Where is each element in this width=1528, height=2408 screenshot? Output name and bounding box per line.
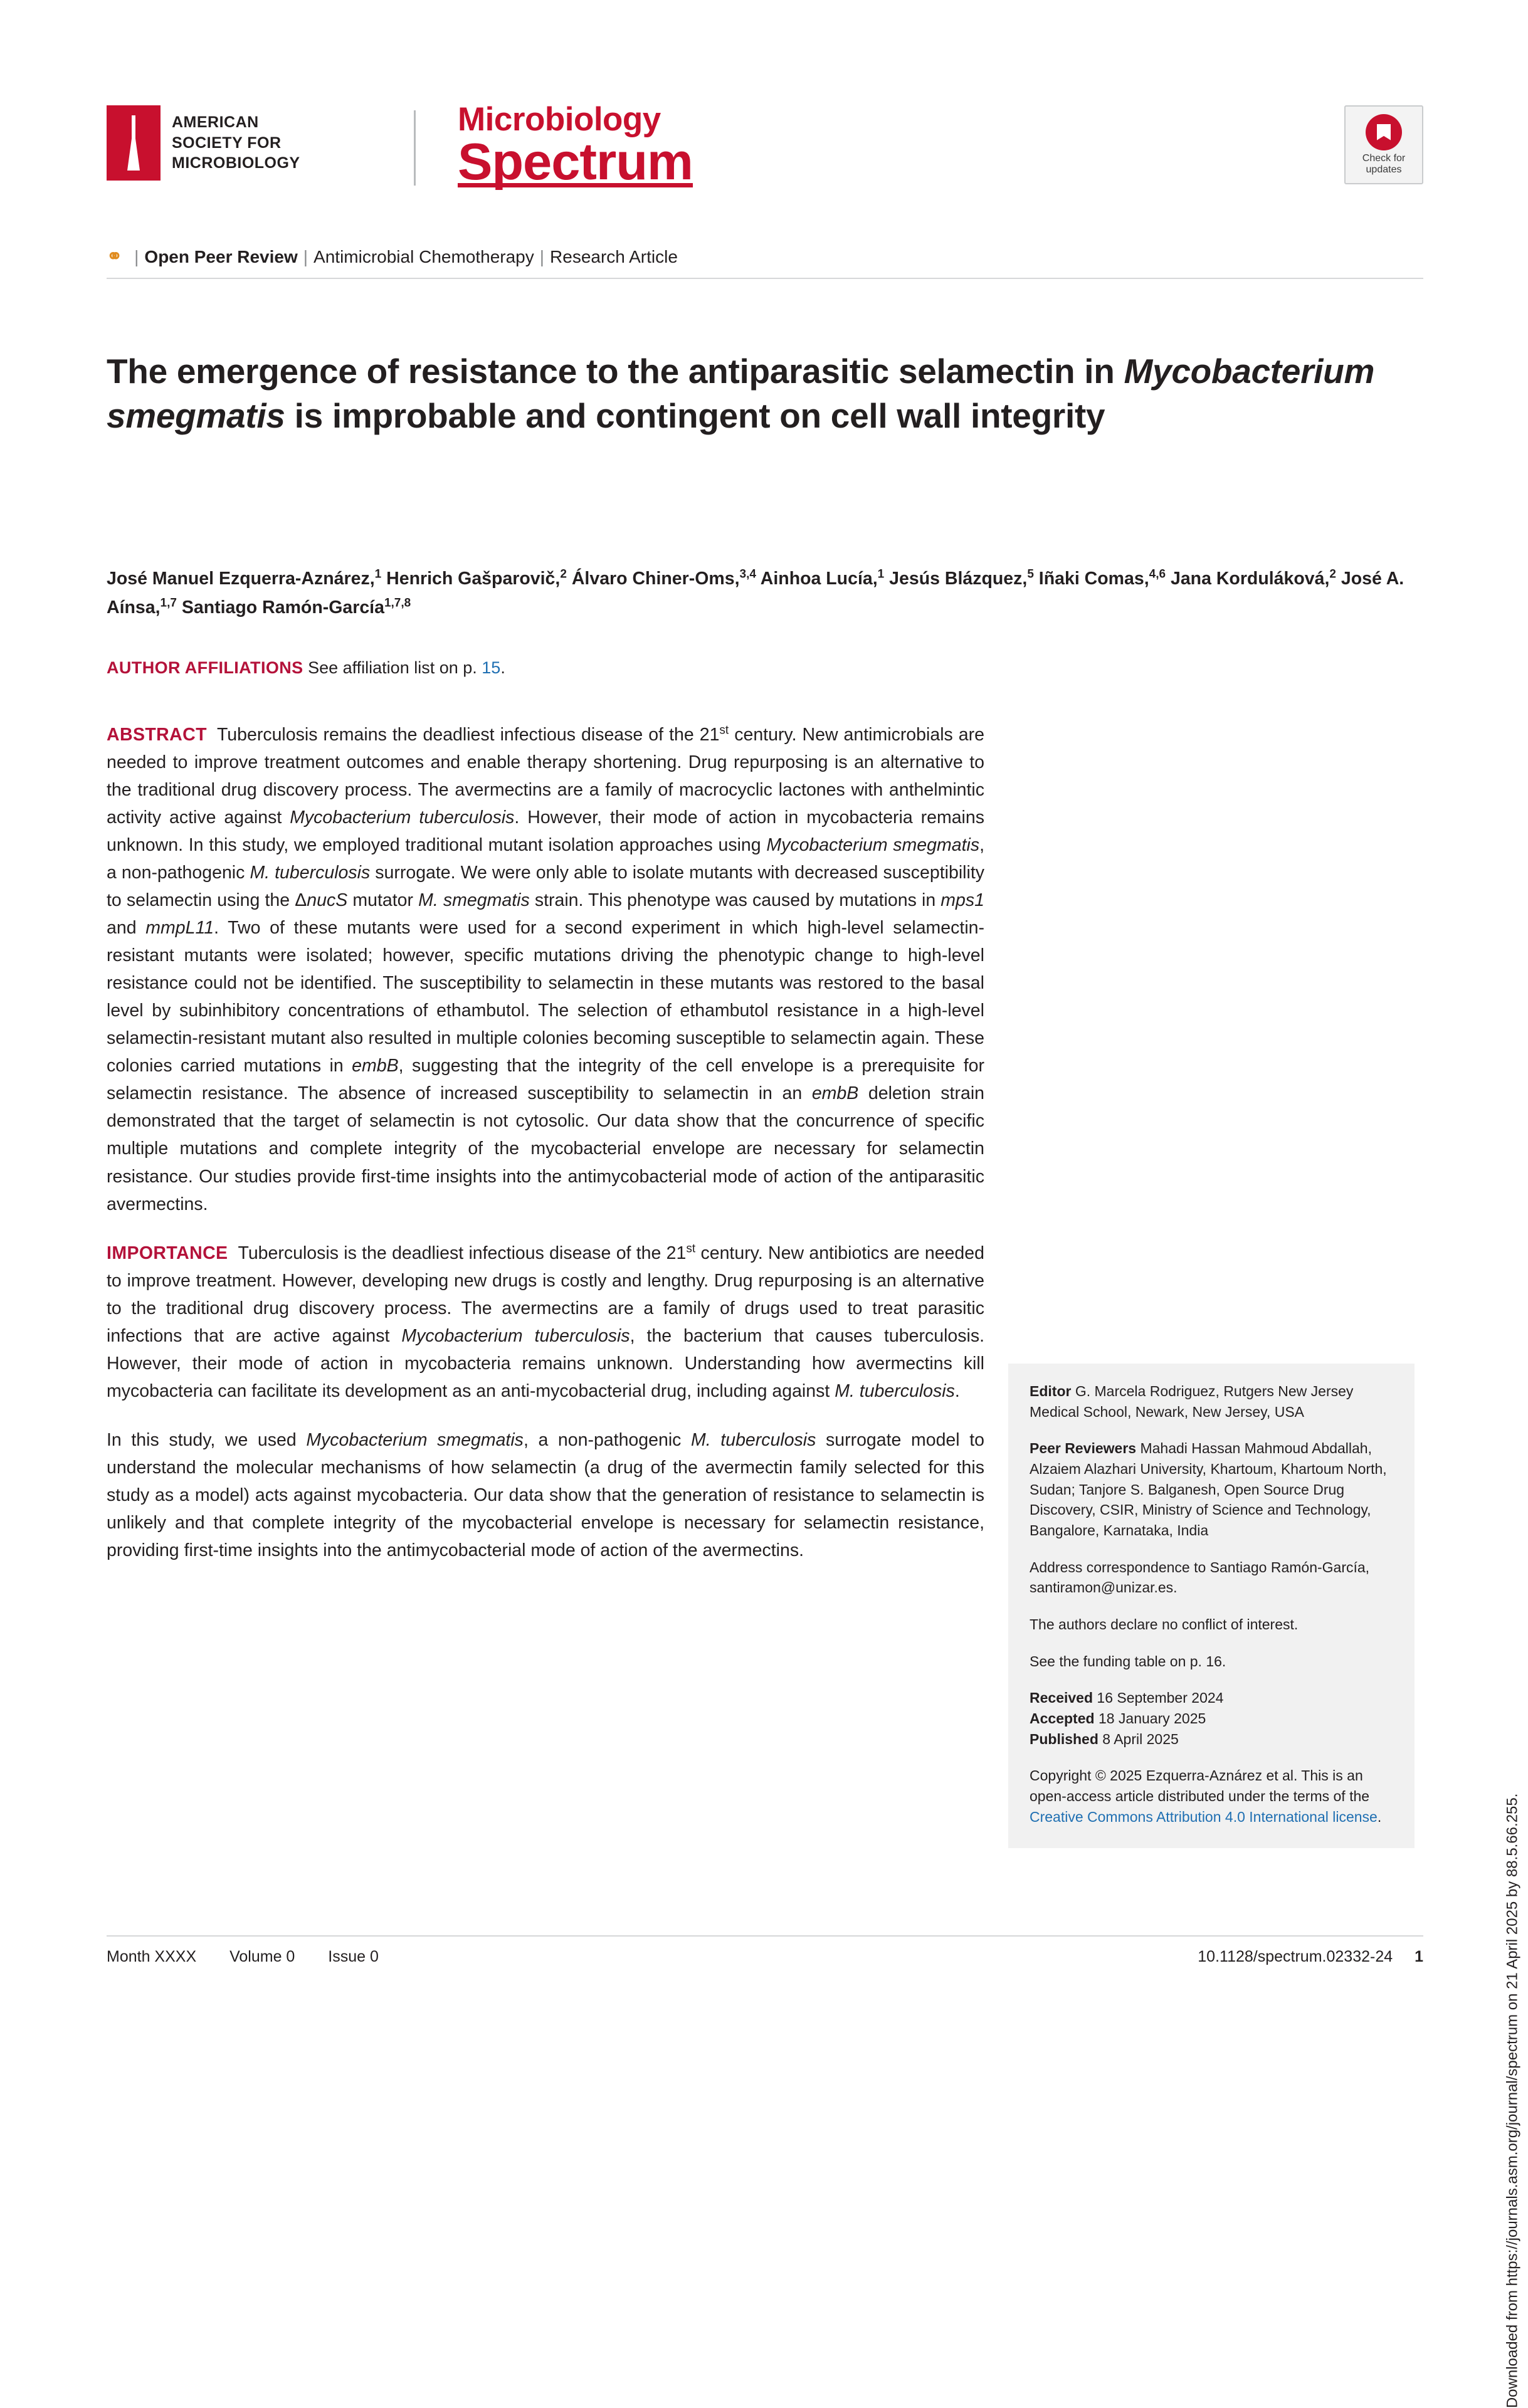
affiliations-text: See affiliation list on p. (308, 658, 482, 677)
peer-reviewers-label: Peer Reviewers (1030, 1440, 1137, 1457)
license-link[interactable]: Creative Commons Attribution 4.0 International license (1030, 1808, 1378, 1825)
copyright-text: Copyright © 2025 Ezquerra-Aznárez et al. This is an open-access article distributed under the terms of the (1030, 1767, 1370, 1804)
accepted-date: 18 January 2025 (1098, 1710, 1206, 1727)
journal-word-spectrum: Spectrum (458, 132, 693, 191)
crossmark-icon (1366, 114, 1402, 150)
article-type-separator-3: | (539, 246, 545, 266)
correspondence-entry: Address correspondence to Santiago Ramón-García, santiramon@unizar.es. (1030, 1559, 1370, 1596)
footer-page-number: 1 (1415, 1948, 1423, 1965)
abstract-section (107, 721, 984, 1585)
author-list: José Manuel Ezquerra-Aznárez,$^1$ Henrich Gašparovič,$^2$ Álvaro Chiner-Oms,$^{3,4}$ Ainhoa Lucía,$^1$ Jesús Blázquez,$^5$ Iñaki Comas,$^{4,6}$ Jana Korduláková,$^2$ José A. Aínsa,$^{1,7}$ Santiago Ramón-García$^{1,7,8}$ (107, 567, 1404, 618)
editor-value: G. Marcela Rodriguez, Rutgers New Jersey Medical School, Newark, New Jersey, USA (1030, 1383, 1354, 1420)
journal-logo (458, 101, 693, 191)
crossmark-label (1362, 153, 1405, 176)
asm-logo (107, 105, 300, 181)
footer-doi[interactable]: 10.1128/spectrum.02332-24 (1198, 1948, 1393, 1965)
abstract-label: ABSTRACT (107, 725, 207, 745)
accepted-label: Accepted (1030, 1710, 1095, 1727)
editor-entry (1030, 1381, 1393, 1422)
affiliations-period: . (500, 658, 505, 677)
published-date: 8 April 2025 (1102, 1730, 1179, 1747)
received-date: 16 September 2024 (1097, 1690, 1224, 1706)
publication-dates (1030, 1688, 1393, 1749)
funding-note: See the funding table on p. 16. (1030, 1653, 1226, 1669)
conflict-statement: The authors declare no conflict of interest. (1030, 1616, 1299, 1632)
page-footer (107, 1935, 1423, 1966)
asm-society-name (172, 112, 300, 174)
published-label: Published (1030, 1730, 1099, 1747)
affiliations-label: AUTHOR AFFILIATIONS (107, 658, 303, 677)
title-part-1: The emergence of resistance to the antiparasitic selamectin in (107, 351, 1124, 391)
title-part-2: is improbable and contingent on cell wall integrity (285, 396, 1105, 436)
article-type-line (107, 246, 1423, 279)
page-title (107, 349, 1411, 439)
abstract-paragraph: ABSTRACT Tuberculosis remains the deadliest infectious disease of the 21st century. New antimicrobials are needed to improve treatment outcomes and enable therapy shortening. Drug repurposing is an alternative to the traditional drug discovery process. The avermectins are a family of macrocyclic lactones with anthelmintic activity active against Mycobacterium tuberculosis. However, their mode of action in mycobacteria remains unknown. In this study, we employed traditional mutant isolation approaches using Mycobacterium smegmatis, a non-pathogenic M. tuberculosis surrogate. We were only able to isolate mutants with decreased susceptibility to selamectin using the ΔnucS mutator M. smegmatis strain. This phenotype was caused by mutations in mps1 and mmpL11. Two of these mutants were used for a second experiment in which high-level selamectin-resistant mutants were isolated; however, specific mutations driving the phenotypic change to high-level resistance could not be identified. The susceptibility to selamectin in these mutants was restored to the basal level by subinhibitory concentrations of ethambutol. The selection of ethambutol resistance in a high-level selamectin-resistant mutant also resulted in multiple colonies becoming susceptible to selamectin again. These colonies carried mutations in embB, suggesting that the integrity of the cell envelope is a prerequisite for selamectin resistance. The absence of increased susceptibility to selamectin in an embB deletion strain demonstrated that the target of selamectin is not cytosolic. Our data show that the concurrence of specific multiple mutations and complete integrity of the mycobacterial envelope are necessary for selamectin resistance. Our studies provide first-time insights into the antimycobacterial mode of action of the antiparasitic avermectins. (107, 723, 985, 1214)
open-peer-review-label[interactable]: Open Peer Review (144, 246, 298, 266)
importance-label: IMPORTANCE (107, 1243, 228, 1263)
footer-volume: Volume 0 (229, 1948, 295, 1965)
asm-flask-icon (107, 105, 161, 181)
affiliations-page-link[interactable]: 15 (482, 658, 501, 677)
crossmark-badge[interactable] (1344, 105, 1423, 184)
crossmark-line-2: updates (1366, 164, 1402, 175)
editor-label: Editor (1030, 1383, 1072, 1399)
peer-reviewers-value: Mahadi Hassan Mahmoud Abdallah, Alzaiem Alazhari University, Khartoum, Khartoum North, Sudan; Tanjore S. Balganesh, Open Source Drug Discovery, CSIR, Ministry of Science and Technology, Bangalore, Karnataka, India (1030, 1440, 1387, 1538)
crossmark-line-1: Check for (1362, 152, 1406, 164)
article-type-label[interactable]: Research Article (550, 246, 678, 266)
received-label: Received (1030, 1690, 1093, 1706)
copyright-statement (1030, 1765, 1393, 1827)
masthead (107, 101, 1423, 206)
title-italic-species: Mycobacterium smegmatis (107, 351, 1375, 436)
importance-paragraph-2: In this study, we used Mycobacterium smegmatis, a non-pathogenic M. tuberculosis surrogate model to understand the molecular mechanisms of how selamectin (a drug of the avermectin family selected for this study as a model) acts against mycobacteria. Our data show that the generation of resistance to selamectin is unlikely and that complete integrity of the mycobacterial envelope is necessary for selamectin resistance, providing first-time insights into the antimycobacterial mode of action of the avermectins. (107, 1429, 984, 1560)
journal-word-microbiology: Microbiology (458, 101, 661, 138)
copyright-period: . (1377, 1808, 1382, 1825)
article-type-separator-1: | (134, 246, 139, 266)
footer-month: Month XXXX (107, 1948, 197, 1965)
asm-line-3: MICROBIOLOGY (172, 154, 300, 172)
masthead-divider (414, 110, 416, 186)
footer-right (1198, 1948, 1423, 1966)
open-access-icon: ⚭ (107, 246, 123, 267)
peer-reviewers-entry (1030, 1438, 1393, 1540)
article-section-label[interactable]: Antimicrobial Chemotherapy (314, 246, 534, 266)
asm-line-1: AMERICAN (172, 113, 259, 132)
article-type-separator-2: | (303, 246, 308, 266)
author-affiliations (107, 655, 1361, 681)
footer-issue: Issue 0 (328, 1948, 379, 1965)
asm-line-2: SOCIETY FOR (172, 134, 282, 152)
article-metadata-box (1008, 1364, 1415, 1848)
download-watermark: Downloaded from https://journals.asm.org/journal/spectrum on 21 April 2025 by 88.5.66.255. (1504, 1793, 1521, 2408)
importance-paragraph: IMPORTANCE Tuberculosis is the deadliest infectious disease of the 21st century. New antibiotics are needed to improve treatment. However, developing new drugs is costly and lengthy. Drug repurposing is an alternative to the traditional drug discovery process. The avermectins are a family of drugs used to treat parasitic infections that are active against Mycobacterium tuberculosis, the bacterium that causes tuberculosis. However, their mode of action in mycobacteria remains unknown. Understanding how avermectins kill mycobacteria can facilitate its development as an anti-mycobacterial drug, including against M. tuberculosis. (107, 1242, 985, 1401)
footer-left (107, 1948, 408, 1966)
